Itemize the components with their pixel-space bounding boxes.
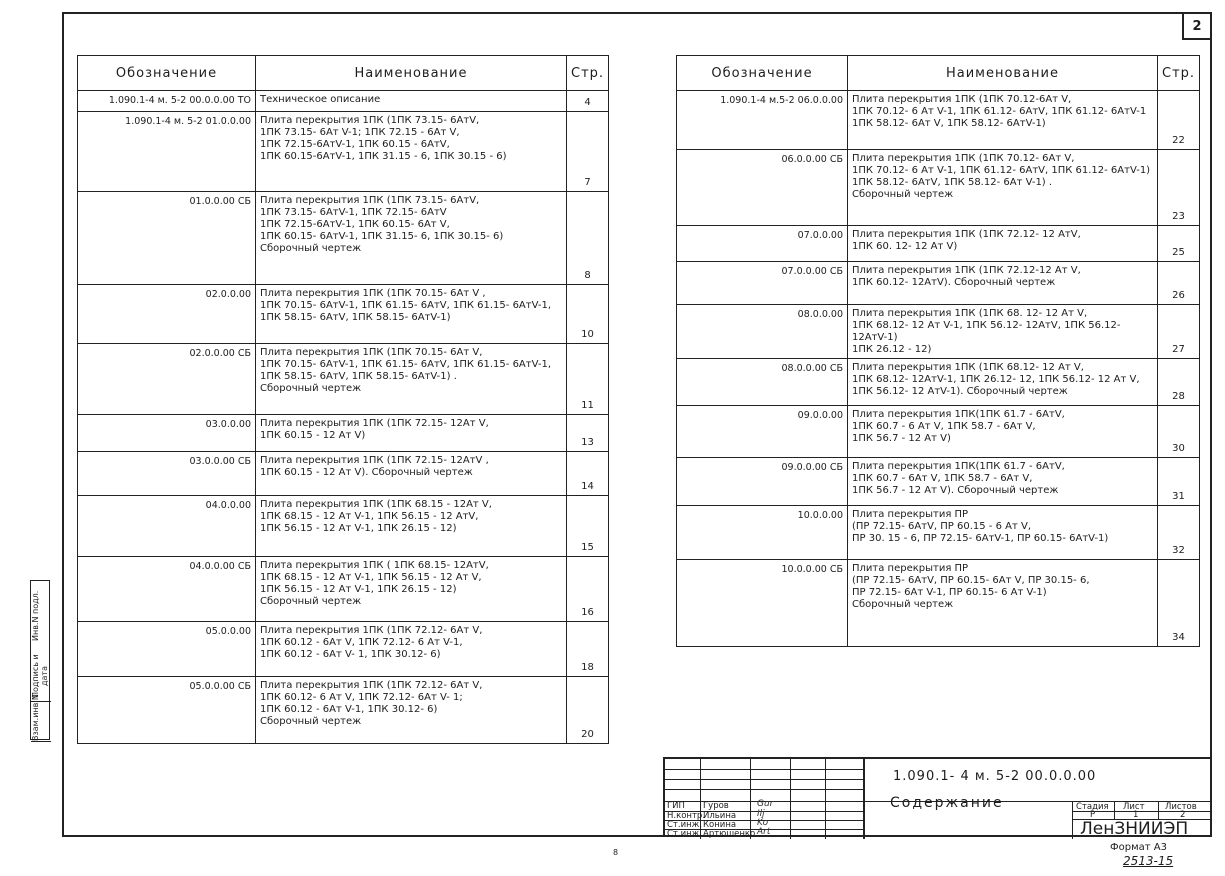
side-stamp-label-original: Инв.N подл. [31,590,40,642]
name-gurov: Гуров [703,801,729,811]
item-page: 18 [567,622,609,677]
contents-table-right [676,55,1200,647]
item-code: 08.0.0.00 СБ [677,359,848,406]
item-name: Плита перекрытия 1ПК (1ПК 73.15- 6АтV, 1ПК 73.15- 6Ат V-1; 1ПК 72.15 - 6Ат V, 1ПК 72.15-6АтV-1, 1ПК 60.15 - 6АтV, 1ПК 60.15-6АтV-1, 1ПК 31.15 - 6, 1ПК 30.15 - 6) [256,112,567,192]
item-page: 7 [567,112,609,192]
table-row [78,557,609,622]
item-page: 10 [567,285,609,344]
table-row [78,192,609,285]
item-page: 8 [567,192,609,285]
table-row [78,285,609,344]
signature-2: Ilj [757,809,765,819]
column-header-name: Наименование [256,56,567,91]
item-code: 1.090.1-4 м. 5-2 00.0.0.00 ТО [78,91,256,112]
item-page: 25 [1158,226,1200,262]
item-code: 1.090.1-4 м.5-2 06.0.0.00 [677,91,848,150]
column-header-code: Обозначение [677,56,848,91]
item-name: Плита перекрытия ПР (ПР 72.15- 6АтV, ПР 60.15- 6Ат V, ПР 30.15- 6, ПР 72.15- 6Ат V-1, ПР 60.15- 6 Ат V-1) Сборочный чертеж [848,560,1158,647]
document-code: 1.090.1- 4 м. 5-2 00.0.0.00 [893,769,1097,784]
item-code: 07.0.0.00 СБ [677,262,848,305]
table-row [78,344,609,415]
signature-3: Ko [757,818,769,828]
item-page: 34 [1158,560,1200,647]
item-page: 31 [1158,458,1200,506]
item-code: 1.090.1-4 м. 5-2 01.0.0.00 [78,112,256,192]
item-name: Плита перекрытия ПР (ПР 72.15- 6АтV, ПР 60.15 - 6 Ат V, ПР 30. 15 - 6, ПР 72.15- 6АтV-1, ПР 60.15- 6АтV-1) [848,506,1158,560]
item-page: 22 [1158,91,1200,150]
inventory-number: 2513-15 [1123,854,1174,868]
table-row [677,91,1200,150]
item-code: 03.0.0.00 СБ [78,452,256,496]
role-gip: ГИП [667,801,685,811]
item-page: 11 [567,344,609,415]
table-row [78,452,609,496]
sheet-label: Лист [1123,802,1145,812]
item-page: 28 [1158,359,1200,406]
table-row [677,305,1200,359]
sheets-label: Листов [1165,802,1197,812]
sheets-value: 2 [1180,810,1186,820]
item-name: Плита перекрытия 1ПК (1ПК 72.15- 12АтV , 1ПК 60.15 - 12 Ат V). Сборочный чертеж [256,452,567,496]
item-page: 26 [1158,262,1200,305]
signature-1: Gur [757,799,774,809]
column-header-code: Обозначение [78,56,256,91]
item-code: 05.0.0.00 СБ [78,677,256,744]
table-row [78,496,609,557]
item-name: Техническое описание [256,91,567,112]
item-code: 07.0.0.00 [677,226,848,262]
item-page: 23 [1158,150,1200,226]
item-page: 4 [567,91,609,112]
role-norm-control: Н.контр. [667,811,706,821]
sheet-value: 1 [1133,810,1139,820]
side-stamp [30,580,50,740]
stage-value: Р [1090,810,1096,820]
item-page: 27 [1158,305,1200,359]
header-row [677,56,1200,91]
signature-4: Art [757,827,771,837]
name-konina: Конина [703,820,737,830]
name-ilyina: Ильина [703,811,737,821]
title-block [663,757,1212,837]
item-code: 10.0.0.00 [677,506,848,560]
item-page: 14 [567,452,609,496]
item-name: Плита перекрытия 1ПК (1ПК 73.15- 6АтV, 1ПК 73.15- 6АтV-1, 1ПК 72.15- 6АтV 1ПК 72.15-6АтV-1, 1ПК 60.15- 6Ат V, 1ПК 60.15- 6АтV-1, 1ПК 31.15- 6, 1ПК 30.15- 6) Сборочный чертеж [256,192,567,285]
stage-label: Стадия [1076,802,1109,812]
column-header-name: Наименование [848,56,1158,91]
item-name: Плита перекрытия 1ПК ( 1ПК 68.15- 12АтV, 1ПК 68.15 - 12 Ат V-1, 1ПК 56.15 - 12 Ат V, 1ПК 56.15 - 12 Ат V-1, 1ПК 26.15 - 12) Сборочный чертеж [256,557,567,622]
side-stamp-label-replacement: Взам.инв.N [31,701,51,742]
item-page: 13 [567,415,609,452]
table-row [677,150,1200,226]
item-name: Плита перекрытия 1ПК (1ПК 68.12- 12 Ат V, 1ПК 68.12- 12АтV-1, 1ПК 26.12- 12, 1ПК 56.12- 12 Ат V, 1ПК 56.12- 12 АтV-1). Сборочный чертеж [848,359,1158,406]
role-senior-engineer-1: Ст.инж. [667,820,703,830]
item-code: 08.0.0.00 [677,305,848,359]
item-name: Плита перекрытия 1ПК (1ПК 72.12- 12 АтV, 1ПК 60. 12- 12 Ат V) [848,226,1158,262]
footer-mark: 8 [613,848,619,857]
header-row [78,56,609,91]
side-stamp-label-signature: Подпись и дата [31,651,51,702]
item-name: Плита перекрытия 1ПК (1ПК 70.12- 6Ат V, 1ПК 70.12- 6 Ат V-1, 1ПК 61.12- 6АтV, 1ПК 61.12- 6АтV-1) 1ПК 58.12- 6АтV, 1ПК 58.12- 6Ат V-1) . Сборочный чертеж [848,150,1158,226]
item-name: Плита перекрытия 1ПК (1ПК 72.12-12 Ат V, 1ПК 60.12- 12АтV). Сборочный чертеж [848,262,1158,305]
item-code: 05.0.0.00 [78,622,256,677]
table-row [677,262,1200,305]
item-code: 04.0.0.00 [78,496,256,557]
table-row [78,415,609,452]
item-name: Плита перекрытия 1ПК (1ПК 70.12-6Ат V, 1ПК 70.12- 6 Ат V-1, 1ПК 61.12- 6АтV, 1ПК 61.12- 6АтV-1 1ПК 58.12- 6Ат V, 1ПК 58.12- 6АтV-1) [848,91,1158,150]
item-name: Плита перекрытия 1ПК(1ПК 61.7 - 6АтV, 1ПК 60.7 - 6 Ат V, 1ПК 58.7 - 6Ат V, 1ПК 56.7 - 12 Ат V) [848,406,1158,458]
table-row [677,560,1200,647]
document-title: Содержание [890,795,1004,811]
table-row [677,458,1200,506]
table-row [677,406,1200,458]
item-page: 20 [567,677,609,744]
organization-name: ЛенЗНИИЭП [1080,819,1189,839]
table-row [78,112,609,192]
item-page: 30 [1158,406,1200,458]
item-name: Плита перекрытия 1ПК(1ПК 61.7 - 6АтV, 1ПК 60.7 - 6Ат V, 1ПК 58.7 - 6Ат V, 1ПК 56.7 - 12 Ат V). Сборочный чертеж [848,458,1158,506]
name-artyushenko: Артюшенко [703,829,756,839]
item-name: Плита перекрытия 1ПК (1ПК 70.15- 6Ат V , 1ПК 70.15- 6АтV-1, 1ПК 61.15- 6АтV, 1ПК 61.15- 6АтV-1, 1ПК 58.15- 6АтV, 1ПК 58.15- 6АтV-1) [256,285,567,344]
item-code: 10.0.0.00 СБ [677,560,848,647]
item-name: Плита перекрытия 1ПК (1ПК 68.15 - 12Ат V, 1ПК 68.15 - 12 Ат V-1, 1ПК 56.15 - 12 АтV, 1ПК 56.15 - 12 Ат V-1, 1ПК 26.15 - 12) [256,496,567,557]
item-code: 02.0.0.00 СБ [78,344,256,415]
item-name: Плита перекрытия 1ПК (1ПК 72.15- 12Ат V, 1ПК 60.15 - 12 Ат V) [256,415,567,452]
item-page: 32 [1158,506,1200,560]
item-code: 03.0.0.00 [78,415,256,452]
sheet-number: 2 [1182,14,1210,40]
contents-table-left [77,55,609,744]
item-name: Плита перекрытия 1ПК (1ПК 72.12- 6Ат V, 1ПК 60.12 - 6Ат V, 1ПК 72.12- 6 Ат V-1, 1ПК 60.12 - 6Ат V- 1, 1ПК 30.12- 6) [256,622,567,677]
column-header-page: Стр. [567,56,609,91]
role-senior-engineer-2: Ст.инж. [667,829,703,839]
item-name: Плита перекрытия 1ПК (1ПК 70.15- 6Ат V, 1ПК 70.15- 6АтV-1, 1ПК 61.15- 6АтV, 1ПК 61.15- 6АтV-1, 1ПК 58.15- 6АтV, 1ПК 58.15- 6АтV-1) . Сборочный чертеж [256,344,567,415]
item-code: 04.0.0.00 СБ [78,557,256,622]
item-code: 01.0.0.00 СБ [78,192,256,285]
item-page: 15 [567,496,609,557]
item-page: 16 [567,557,609,622]
table-row [677,359,1200,406]
table-row [78,622,609,677]
table-row [677,226,1200,262]
column-header-page: Стр. [1158,56,1200,91]
item-code: 06.0.0.00 СБ [677,150,848,226]
table-row [677,506,1200,560]
table-row [78,91,609,112]
item-code: 09.0.0.00 [677,406,848,458]
item-name: Плита перекрытия 1ПК (1ПК 68. 12- 12 Ат V, 1ПК 68.12- 12 Ат V-1, 1ПК 56.12- 12АтV, 1ПК 56.12- 12АтV-1) 1ПК 26.12 - 12) [848,305,1158,359]
format-label: Формат А3 [1110,842,1167,853]
item-name: Плита перекрытия 1ПК (1ПК 72.12- 6Ат V, 1ПК 60.12- 6 Ат V, 1ПК 72.12- 6Ат V- 1; 1ПК 60.12 - 6Ат V-1, 1ПК 30.12- 6) Сборочный чертеж [256,677,567,744]
item-code: 09.0.0.00 СБ [677,458,848,506]
table-row [78,677,609,744]
item-code: 02.0.0.00 [78,285,256,344]
